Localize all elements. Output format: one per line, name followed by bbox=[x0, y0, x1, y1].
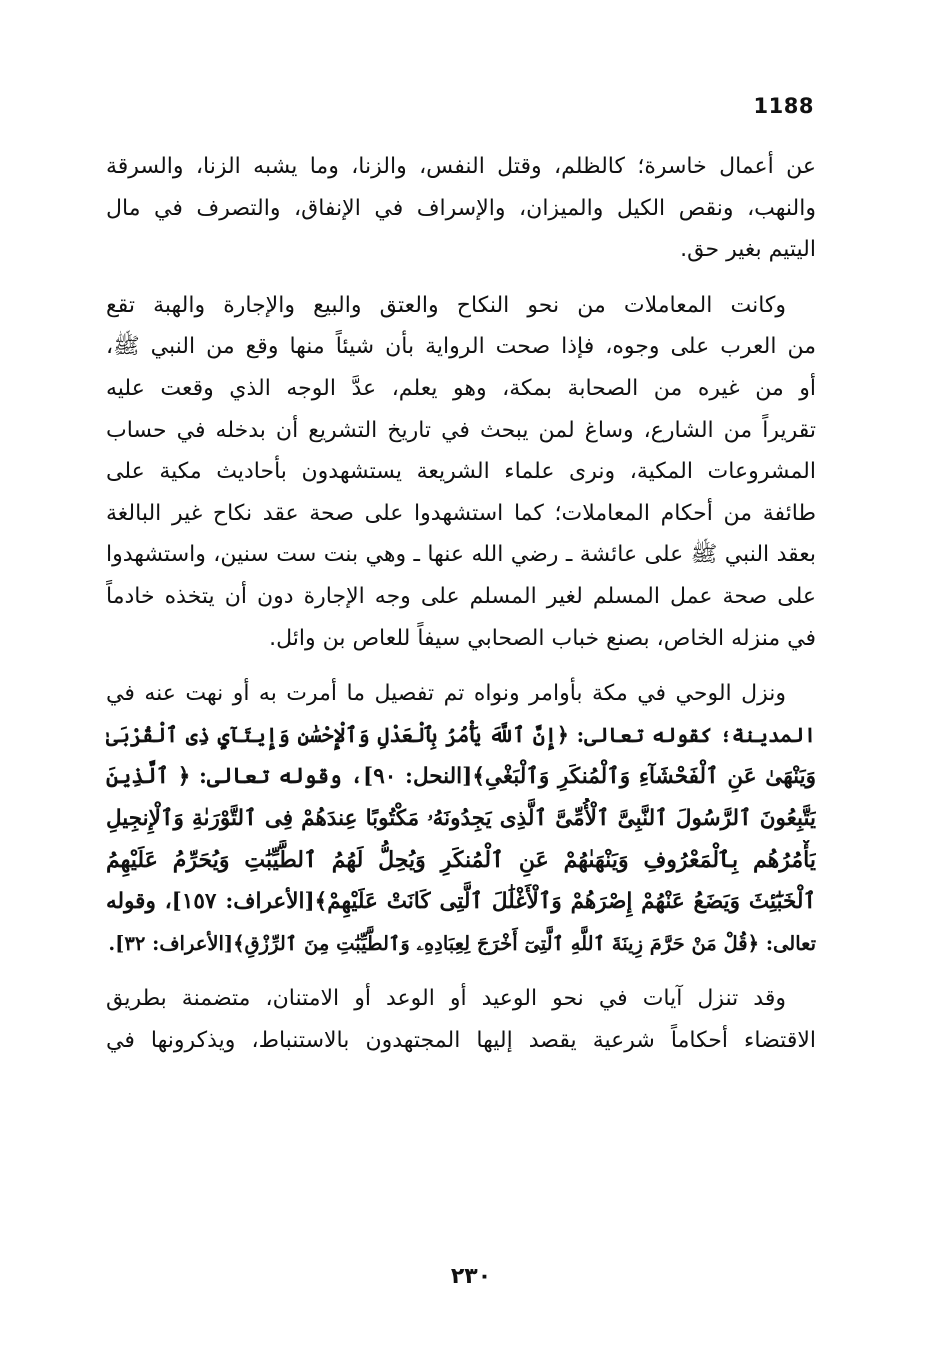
text-line: عن أعمال خاسرة؛ كالظلم، وقتل النفس، والزنا، وما يشبه الزنا، والسرقة bbox=[106, 154, 816, 179]
text-line: على صحة عمل المسلم لغير المسلم على وجه الإجارة دون أن يتخذه خادماً bbox=[106, 583, 816, 609]
text-line: تقريراً من الشارع، وساغ لمن يبحث في تاريخ التشريع أن بدخله في حساب bbox=[106, 417, 816, 443]
text-line: وكانت المعاملات من نحو النكاح والعتق والبيع والإجارة والهبة تقع bbox=[106, 292, 786, 318]
text-line: ونزل الوحي في مكة بأوامر ونواه تم تفصيل ما أمرت به أو نهت عنه في bbox=[106, 681, 786, 707]
paragraph-gap bbox=[106, 271, 816, 285]
quran-line: يَتَّبِعُونَ ٱلرَّسُولَ ٱلنَّبِىَّ ٱلْأُمِّىَّ ٱلَّذِى يَجِدُونَهُۥ مَكْتُوبًا عِندَهُمْ فِى ٱلتَّوْرَىٰةِ وَٱلْإِنجِيلِ bbox=[106, 805, 816, 831]
text-line: اليتيم بغير حق. bbox=[680, 237, 816, 263]
body-text bbox=[106, 146, 816, 1061]
quran-line: تعالى: ﴿قُلْ مَنْ حَرَّمَ زِينَةَ ٱللَّهِ ٱلَّتِىٓ أَخْرَجَ لِعِبَادِهِۦ وَٱلطَّيِّبَٰتِ مِنَ ٱلرِّزْقِ﴾[الأعراف: ٣٢]. bbox=[108, 931, 816, 955]
text-line: من العرب على وجوه، فإذا صحت الرواية بأن شيئاً منها وقع من النبي ﷺ، bbox=[106, 334, 816, 360]
text-line: بعقد النبي ﷺ على عائشة ـ رضي الله عنها ـ وهي بنت ست سنين، واستشهدوا bbox=[106, 542, 816, 568]
paragraph-gap bbox=[106, 964, 816, 978]
text-line: والنهب، ونقص الكيل والميزان، والإسراف في الإنفاق، والتصرف في مال bbox=[106, 195, 816, 221]
page-header-number: 1188 bbox=[753, 94, 814, 118]
quran-line: المدينة؛ كقوله تعالى: ﴿إِنَّ ٱللَّهَ يَأْمُرُ بِٱلْعَدْلِ وَٱلْإِحْسَٰنِ وَإِيتَآيِٕ ذِى ٱلْقُرْبَىٰ bbox=[106, 722, 816, 747]
quran-line: يَأْمُرُهُم بِٱلْمَعْرُوفِ وَيَنْهَىٰهُمْ عَنِ ٱلْمُنكَرِ وَيُحِلُّ لَهُمُ ٱلطَّيِّبَٰتِ وَيُحَرِّمُ عَلَيْهِمُ bbox=[106, 846, 816, 873]
page-footer-number: ٢٣٠ bbox=[450, 1264, 492, 1289]
paragraph-gap bbox=[106, 659, 816, 673]
text-line: طائفة من أحكام المعاملات؛ كما استشهدوا على صحة عقد نكاح غير البالغة bbox=[106, 500, 816, 526]
quran-line: ٱلْخَبَٰٓئِثَ وَيَضَعُ عَنْهُمْ إِصْرَهُمْ وَٱلْأَغْلَٰلَ ٱلَّتِى كَانَتْ عَلَيْهِمْ﴾[الأعراف: ١٥٧]، وقوله bbox=[106, 889, 816, 915]
quran-line: وَيَنْهَىٰ عَنِ ٱلْفَحْشَآءِ وَٱلْمُنكَرِ وَٱلْبَغْىِ﴾[النحل: ٩٠]، وقوله تعالى: ﴿ ٱلَّذِينَ bbox=[106, 764, 816, 790]
text-line: وقد تنزل آيات في نحو الوعيد أو الوعد أو الامتنان، متضمنة بطريق bbox=[106, 986, 786, 1012]
text-line: أو من غيره من الصحابة بمكة، وهو يعلم، عدَّ الوجه الذي وقعت عليه bbox=[106, 375, 816, 401]
text-line: المشروعات المكية، ونرى علماء الشريعة يستشهدون بأحاديث مكية على bbox=[106, 459, 816, 485]
text-line: في منزله الخاص، بصنع خباب الصحابي سيفاً للعاص بن وائل. bbox=[269, 625, 816, 651]
text-line: الاقتضاء أحكاماً شرعية يقصد إليها المجتهدون بالاستنباط، ويذكرونها في bbox=[106, 1027, 816, 1053]
